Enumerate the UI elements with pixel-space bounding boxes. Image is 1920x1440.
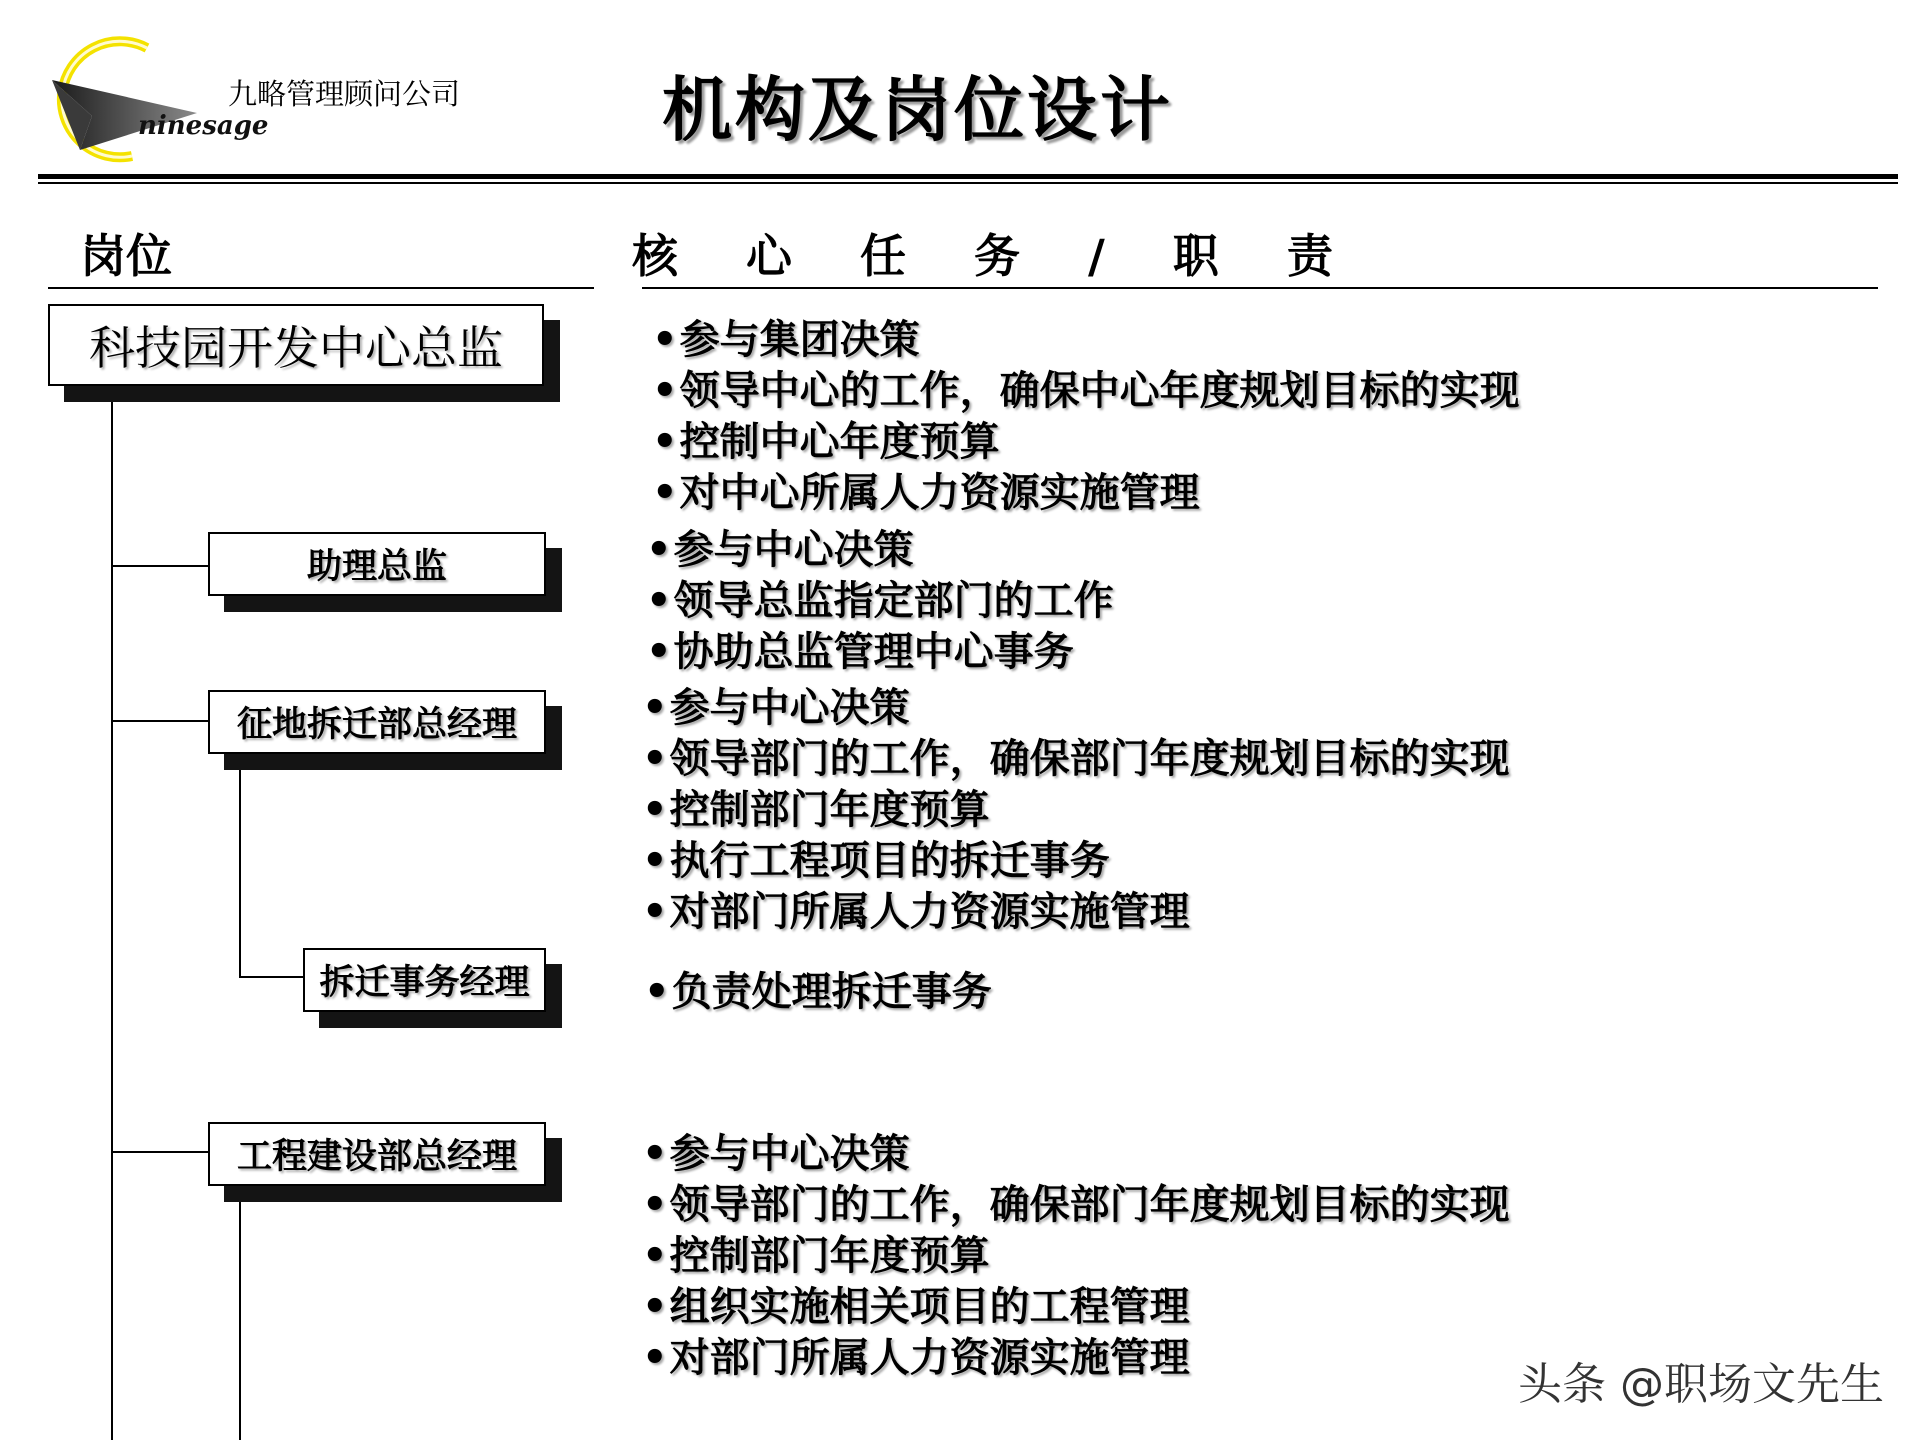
duty-list-engineering-construction-gm [642,1128,1510,1383]
duty-item: • 执行工程项目的拆迁事务 [642,835,1510,886]
duty-item: • 参与集团决策 [652,314,1520,365]
position-column-header: 岗位 [80,229,172,283]
org-branch-line [111,720,209,722]
duty-item: • 领导部门的工作，确保部门年度规划目标的实现 [642,1179,1510,1230]
company-name: 九略管理顾问公司 [228,77,461,111]
duty-item: • 协助总监管理中心事务 [646,626,1114,677]
duty-item: • 参与中心决策 [646,524,1114,575]
duty-item: • 参与中心决策 [642,1128,1510,1179]
duty-list-demolition-affairs-manager [644,966,992,1017]
logo-wordmark: ninesage [138,111,269,141]
org-branch-line [239,976,303,978]
position-box-land-demolition-gm: 征地拆迁部总经理 [208,690,546,754]
duty-header-underline [642,287,1878,289]
duty-item: • 控制中心年度预算 [652,416,1520,467]
duty-item: • 领导部门的工作，确保部门年度规划目标的实现 [642,733,1510,784]
watermark-text: 头条 @职场文先生 [1518,1359,1884,1410]
header-divider [38,174,1898,179]
org-trunk-line [111,388,113,1440]
duty-list-director [652,314,1520,518]
duty-item: • 对中心所属人力资源实施管理 [652,467,1520,518]
position-header-underline [48,287,594,289]
duty-list-assistant-director [646,524,1114,677]
duty-item: • 对部门所属人力资源实施管理 [642,886,1510,937]
duty-item: • 控制部门年度预算 [642,1230,1510,1281]
position-box-assistant-director: 助理总监 [208,532,546,596]
org-branch-line [111,565,209,567]
duty-column-header: 核 心 任 务 / 职 责 [632,229,1359,283]
org-sub-trunk-line [239,770,241,978]
duty-item: • 领导总监指定部门的工作 [646,575,1114,626]
org-sub-trunk-line [239,1200,241,1440]
duty-item: • 参与中心决策 [642,682,1510,733]
duty-item: • 负责处理拆迁事务 [644,966,992,1017]
duty-item: • 控制部门年度预算 [642,784,1510,835]
duty-item: • 领导中心的工作，确保中心年度规划目标的实现 [652,365,1520,416]
page-title: 机构及岗位设计 [662,68,1173,151]
org-branch-line [111,1151,209,1153]
duty-list-land-demolition-gm [642,682,1510,937]
position-box-director: 科技园开发中心总监 [48,304,544,386]
position-box-engineering-construction-gm: 工程建设部总经理 [208,1122,546,1186]
duty-item: • 对部门所属人力资源实施管理 [642,1332,1510,1383]
header-divider-thin [38,182,1898,184]
position-box-demolition-affairs-manager: 拆迁事务经理 [303,948,546,1012]
duty-item: • 组织实施相关项目的工程管理 [642,1281,1510,1332]
